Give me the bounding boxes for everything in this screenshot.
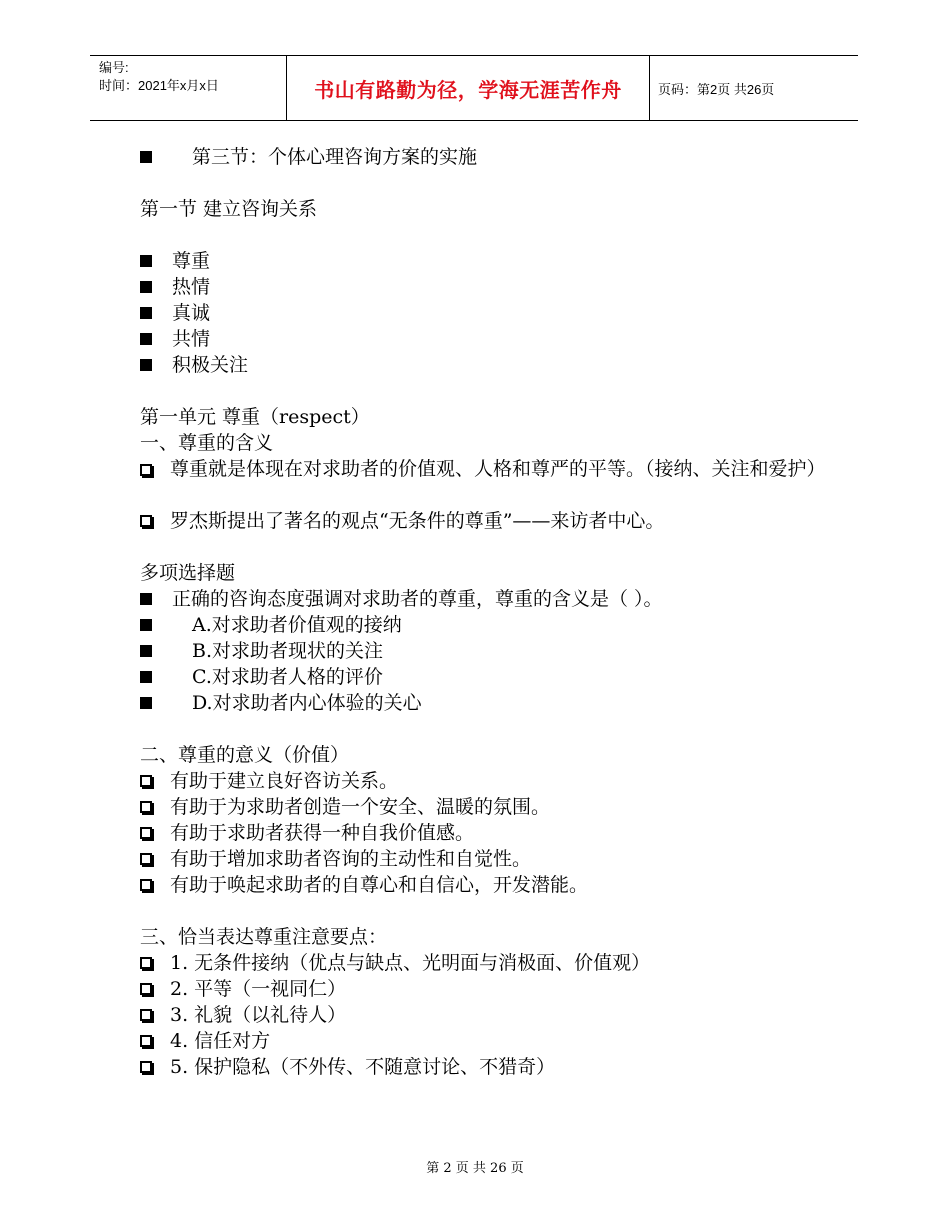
checkbox-bullet-icon [140,1061,152,1073]
checkbox-bullet-icon [140,879,152,891]
list-item [140,612,840,638]
attitude-label: 热情 [172,276,211,298]
page-code: 页码：第2页 共26页 [658,81,775,97]
number-label: 编号: [99,60,129,75]
square-bullet-icon [140,671,152,683]
document-body [140,140,840,1080]
list-item [140,300,840,326]
notes-point: 3. 礼貌（以礼待人） [170,1004,347,1026]
list-item [140,976,840,1002]
mcq-option: A.对求助者价值观的接纳 [192,614,402,636]
notes-point: 4. 信任对方 [170,1030,271,1052]
header-motto-cell [286,56,650,120]
section-title: 第三节：个体心理咨询方案的实施 [192,146,478,168]
list-item [140,1002,840,1028]
square-bullet-icon [140,255,152,267]
list-item [140,586,840,612]
checkbox-bullet-icon [140,775,152,787]
significance-heading: 二、尊重的意义（价值） [140,744,350,766]
list-item [140,690,840,716]
list-item [140,456,840,482]
list-item [140,820,840,846]
notes-heading: 三、恰当表达尊重注意要点： [140,926,388,948]
significance-point: 有助于为求助者创造一个安全、温暖的氛围。 [170,796,551,818]
checkbox-bullet-icon [140,1035,152,1047]
mcq-question: 正确的咨询态度强调对求助者的尊重，尊重的含义是（ ）。 [172,588,663,610]
square-bullet-icon [140,359,152,371]
meaning-point: 罗杰斯提出了著名的观点“无条件的尊重”——来访者中心。 [170,510,665,532]
motto: 书山有路勤为径，学海无涯苦作舟 [314,77,622,102]
checkbox-bullet-icon [140,983,152,995]
time-label: 时间：2021年x月x日 [99,78,219,93]
list-item [140,1028,840,1054]
list-item [140,846,840,872]
list-item [140,352,840,378]
list-item [140,326,840,352]
checkbox-bullet-icon [140,464,152,476]
square-bullet-icon [140,619,152,631]
square-bullet-icon [140,593,152,605]
significance-point: 有助于建立良好咨访关系。 [170,770,399,792]
list-item [140,248,840,274]
list-item [140,638,840,664]
square-bullet-icon [140,281,152,293]
page-header [90,55,858,121]
subsection-title: 第一节 建立咨询关系 [140,198,318,220]
list-item [140,794,840,820]
checkbox-bullet-icon [140,827,152,839]
mcq-option: B.对求助者现状的关注 [192,640,384,662]
significance-point: 有助于增加求助者咨询的主动性和自觉性。 [170,848,532,870]
notes-point: 1. 无条件接纳（优点与缺点、光明面与消极面、价值观） [170,952,651,974]
list-item [140,508,840,534]
significance-point: 有助于唤起求助者的自尊心和自信心，开发潜能。 [170,874,589,896]
square-bullet-icon [140,645,152,657]
notes-point: 2. 平等（一视同仁） [170,978,347,1000]
list-item [140,664,840,690]
attitude-label: 共情 [172,328,211,350]
list-item [140,1054,840,1080]
square-bullet-icon [140,697,152,709]
list-item [140,274,840,300]
list-item [140,950,840,976]
square-bullet-icon [140,307,152,319]
attitude-label: 尊重 [172,250,211,272]
list-item [140,768,840,794]
significance-point: 有助于求助者获得一种自我价值感。 [170,822,475,844]
mcq-heading: 多项选择题 [140,562,236,584]
unit-title: 第一单元 尊重（respect） [140,406,370,428]
square-bullet-icon [140,333,152,345]
checkbox-bullet-icon [140,957,152,969]
header-meta [90,56,286,120]
attitude-label: 积极关注 [172,354,249,376]
list-item [140,872,840,898]
square-bullet-icon [140,151,152,163]
attitude-label: 真诚 [172,302,211,324]
checkbox-bullet-icon [140,1009,152,1021]
checkbox-bullet-icon [140,515,152,527]
page-footer: 第 2 页 共 26 页 [426,1161,524,1176]
mcq-option: D.对求助者内心体验的关心 [192,692,422,714]
mcq-option: C.对求助者人格的评价 [192,666,383,688]
checkbox-bullet-icon [140,801,152,813]
checkbox-bullet-icon [140,853,152,865]
section-title-row [140,144,840,170]
meaning-point: 尊重就是体现在对求助者的价值观、人格和尊严的平等。（接纳、关注和爱护） [170,458,826,480]
notes-point: 5. 保护隐私（不外传、不随意讨论、不猎奇） [170,1056,556,1078]
meaning-heading: 一、尊重的含义 [140,432,274,454]
